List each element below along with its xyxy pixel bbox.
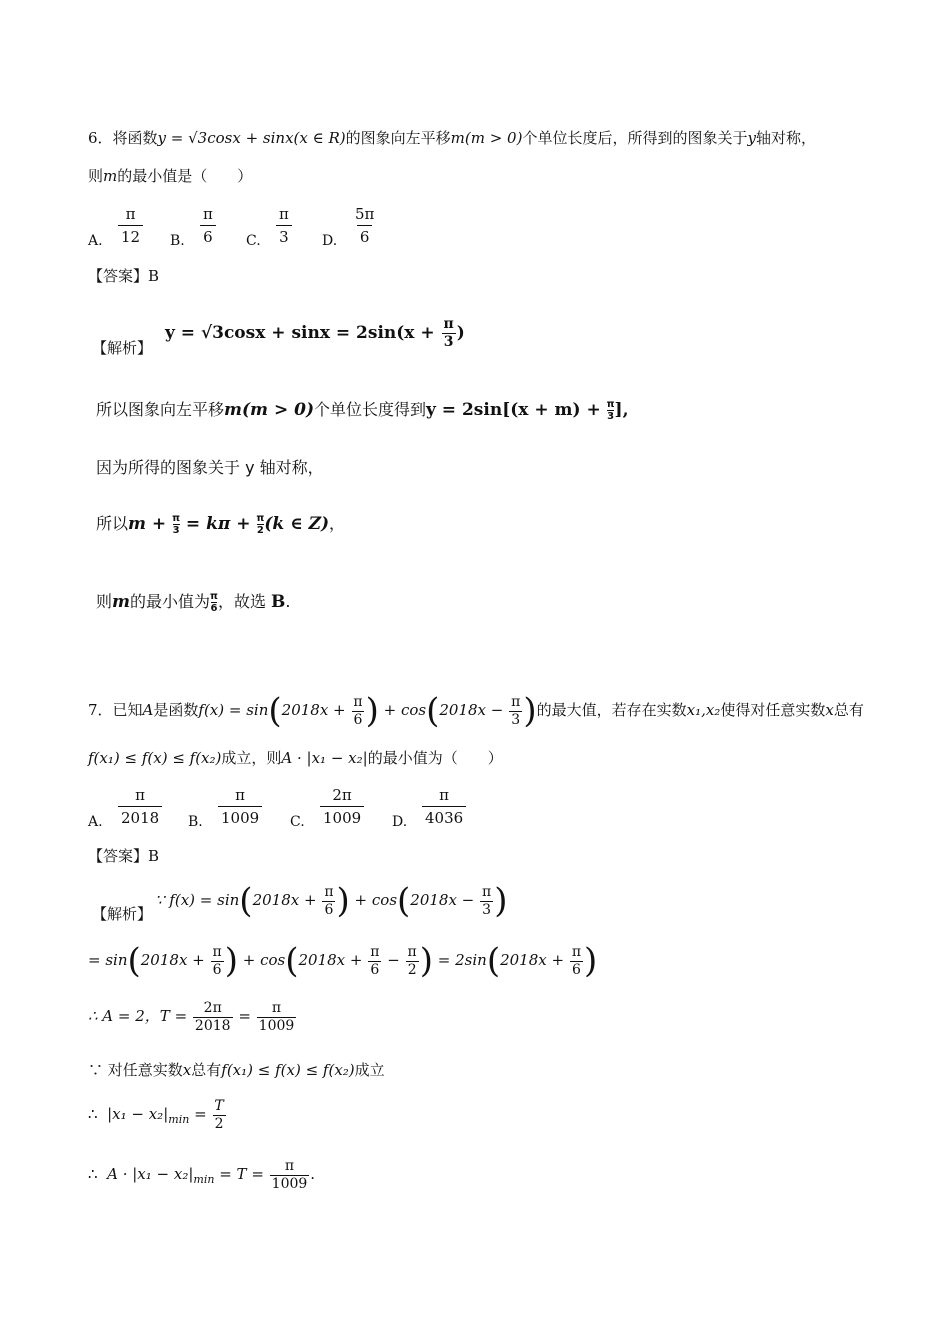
fraction-num: 5π bbox=[355, 205, 375, 223]
text: 所以 bbox=[96, 514, 129, 533]
paren: ( bbox=[426, 691, 440, 731]
paren: ( bbox=[127, 941, 141, 981]
fraction bbox=[570, 944, 583, 979]
fraction bbox=[406, 944, 419, 979]
q7-analysis-line1 bbox=[155, 880, 508, 920]
math: 2018x + bbox=[298, 951, 368, 969]
option-fraction bbox=[200, 203, 216, 248]
math: A · |x₁ − x₂| bbox=[107, 1165, 194, 1183]
fraction-num: π bbox=[212, 943, 222, 960]
math-sub: min bbox=[168, 1113, 190, 1126]
fraction-num: T bbox=[214, 1097, 224, 1114]
text: ∴ bbox=[88, 1165, 98, 1183]
fraction-num: π bbox=[172, 513, 181, 524]
q7-stem-line2 bbox=[88, 748, 503, 768]
paren: ( bbox=[239, 881, 253, 921]
fraction-num: π bbox=[271, 999, 282, 1016]
fraction bbox=[322, 884, 335, 919]
option-label: D. bbox=[392, 814, 408, 830]
text: 成立，则 bbox=[221, 749, 282, 767]
math: x bbox=[182, 1061, 192, 1079]
text: 所以图象向左平移 bbox=[96, 400, 225, 419]
fraction-den: 1009 bbox=[258, 1017, 295, 1034]
q6-stem-text-2: 个单位长度后，所得到的图象关于 bbox=[522, 129, 748, 147]
fraction-den: 1009 bbox=[320, 806, 364, 829]
fraction-num: 2π bbox=[203, 999, 222, 1016]
fraction-den: 3 bbox=[607, 411, 615, 422]
math: + cos bbox=[378, 701, 427, 719]
q6-analysis-line3 bbox=[96, 512, 345, 536]
paren: ) bbox=[365, 691, 379, 731]
paren: ) bbox=[419, 941, 434, 981]
option-label: B. bbox=[188, 814, 203, 830]
fraction bbox=[368, 944, 381, 979]
q6-analysis-line1 bbox=[96, 398, 629, 422]
text: 的最小值为 bbox=[130, 592, 211, 611]
fraction-num: π bbox=[482, 883, 492, 900]
paren: ( bbox=[268, 691, 282, 731]
math: f(x₁) ≤ f(x) ≤ f(x₂) bbox=[221, 1061, 355, 1079]
option-fraction bbox=[276, 203, 292, 248]
q7-answer: 【答案】B bbox=[88, 847, 160, 865]
paren: ( bbox=[397, 881, 411, 921]
text: ∵ 对任意实数 bbox=[88, 1061, 183, 1079]
q6-analysis-label: 【解析】 bbox=[92, 339, 153, 357]
q6-function-expr: y = √3cosx + sinx(x ∈ R) bbox=[157, 129, 346, 147]
fraction bbox=[172, 513, 180, 536]
fraction-num: π bbox=[203, 205, 213, 223]
math: = 2sin bbox=[433, 951, 487, 969]
math: x₁,x₂ bbox=[686, 701, 721, 719]
math: ∵ f(x) = sin bbox=[155, 891, 240, 909]
paren: ) bbox=[584, 941, 598, 981]
fraction bbox=[480, 884, 493, 919]
fraction bbox=[211, 944, 224, 979]
q6-analysis-eq bbox=[165, 316, 465, 351]
fraction-den: 1009 bbox=[218, 806, 262, 829]
text: ∴ bbox=[88, 1105, 98, 1123]
fraction-num: π bbox=[135, 786, 146, 804]
q6-analysis-eq-close: ) bbox=[456, 323, 465, 343]
fraction-den: 3 bbox=[443, 334, 454, 350]
option-label: A. bbox=[88, 233, 103, 249]
math: A · |x₁ − x₂| bbox=[281, 749, 368, 767]
text: 的最大值，若存在实数 bbox=[536, 701, 687, 719]
fraction-num: π bbox=[256, 513, 265, 524]
q6-number-text: 6．将函数 bbox=[88, 129, 158, 147]
text: 则 bbox=[96, 592, 113, 611]
q7-stem-line1 bbox=[88, 690, 864, 730]
fraction-den: 6 bbox=[571, 961, 581, 978]
q6-answer: 【答案】B bbox=[88, 267, 160, 285]
fraction-num: π bbox=[606, 399, 615, 410]
q6-stem-then: 则 bbox=[88, 167, 104, 185]
q6-analysis-line2: 因为所得的图象关于 y 轴对称， bbox=[96, 458, 324, 477]
math: A bbox=[142, 701, 154, 719]
option-fraction bbox=[118, 784, 162, 829]
text: 个单位长度得到 bbox=[314, 400, 427, 419]
q7-analysis-line4 bbox=[88, 1060, 385, 1080]
fraction-num: π bbox=[279, 205, 289, 223]
fraction bbox=[509, 694, 522, 729]
option-fraction bbox=[218, 784, 262, 829]
fraction-den: 2018 bbox=[194, 1017, 231, 1034]
fraction-num: π bbox=[353, 693, 363, 710]
paren: ( bbox=[486, 941, 501, 981]
fraction-den: 6 bbox=[200, 225, 216, 248]
fraction-num: π bbox=[511, 693, 521, 710]
text: 成立 bbox=[354, 1061, 385, 1079]
option-fraction bbox=[320, 784, 364, 829]
math: (k ∈ Z) bbox=[264, 514, 330, 534]
math: = kπ + bbox=[180, 514, 257, 534]
math: − bbox=[382, 951, 405, 969]
math: m + bbox=[128, 514, 173, 534]
math: 2018x − bbox=[410, 891, 480, 909]
fraction-den: 6 bbox=[210, 603, 218, 614]
math: = sin bbox=[88, 951, 128, 969]
fraction-den: 2 bbox=[214, 1115, 224, 1132]
fraction-num: π bbox=[407, 943, 417, 960]
math: = bbox=[189, 1105, 212, 1123]
paren: ) bbox=[523, 691, 537, 731]
math: = T = bbox=[214, 1165, 269, 1183]
option-label: B. bbox=[170, 233, 185, 249]
fraction-den: 2 bbox=[407, 961, 417, 978]
fraction-den: 4036 bbox=[422, 806, 466, 829]
math: 2018x + bbox=[500, 951, 569, 969]
option-label: C. bbox=[246, 233, 261, 249]
fraction-num: π bbox=[235, 786, 246, 804]
math: + cos bbox=[349, 891, 398, 909]
choice: B bbox=[271, 592, 286, 612]
math: m bbox=[112, 592, 131, 612]
fraction-den: 1009 bbox=[271, 1175, 308, 1192]
fraction bbox=[351, 694, 364, 729]
fraction bbox=[212, 1098, 225, 1133]
math: 2018x + bbox=[140, 951, 210, 969]
fraction bbox=[607, 399, 615, 422]
text: . bbox=[285, 592, 291, 611]
math: 2018x − bbox=[439, 701, 509, 719]
math: y = 2sin[(x + m) + bbox=[426, 400, 607, 420]
fraction-den: 12 bbox=[118, 225, 143, 248]
math: ∴ A = 2， bbox=[88, 1007, 160, 1025]
q7-analysis-label: 【解析】 bbox=[92, 905, 153, 923]
math: 2018x + bbox=[252, 891, 322, 909]
fraction-num: π bbox=[324, 883, 334, 900]
fraction-den: 2018 bbox=[118, 806, 162, 829]
fraction bbox=[193, 1000, 233, 1035]
math: ], bbox=[614, 400, 629, 420]
q6-analysis-line4 bbox=[96, 590, 291, 614]
math-sub: min bbox=[193, 1173, 215, 1186]
text: 使得对任意实数 bbox=[720, 701, 826, 719]
fraction-den: 3 bbox=[276, 225, 292, 248]
fraction-den: 3 bbox=[172, 525, 180, 536]
text: ，故选 bbox=[217, 592, 272, 611]
fraction-num: 2π bbox=[332, 786, 352, 804]
math: |x₁ − x₂| bbox=[107, 1105, 169, 1123]
fraction-num: π bbox=[571, 943, 582, 960]
fraction-num: π bbox=[370, 943, 380, 960]
q6-analysis-fraction bbox=[442, 316, 456, 351]
q7-analysis-line2 bbox=[88, 940, 597, 980]
fraction-den: 6 bbox=[370, 961, 380, 978]
text: 是函数 bbox=[153, 701, 199, 719]
q6-axis-var: y bbox=[747, 129, 756, 147]
math: f(x) = sin bbox=[198, 701, 269, 719]
q7-analysis-line5 bbox=[88, 1094, 227, 1140]
paren: ) bbox=[494, 881, 508, 921]
q6-var-m: m bbox=[103, 167, 118, 185]
math: = bbox=[233, 1007, 256, 1025]
option-label: D. bbox=[322, 233, 338, 249]
math: + cos bbox=[237, 951, 286, 969]
q6-stem-line2 bbox=[88, 166, 252, 186]
option-fraction bbox=[422, 784, 466, 829]
text: ， bbox=[329, 514, 346, 533]
fraction bbox=[270, 1158, 310, 1193]
fraction-den: 3 bbox=[511, 711, 521, 728]
q6-stem-question: 的最小值是（ ） bbox=[117, 167, 253, 185]
q7-number-text: 7．已知 bbox=[88, 701, 143, 719]
text: 总有 bbox=[191, 1061, 222, 1079]
math: 2018x + bbox=[281, 701, 351, 719]
q6-analysis-eq-text: y = √3cosx + sinx = 2sin(x + bbox=[165, 323, 441, 343]
q6-stem-text-3: 轴对称， bbox=[755, 129, 816, 147]
text: 的最小值为（ ） bbox=[367, 749, 503, 767]
fraction-num: π bbox=[443, 316, 454, 332]
math: x bbox=[825, 701, 834, 719]
paren: ( bbox=[285, 941, 299, 981]
q7-analysis-line6 bbox=[88, 1154, 315, 1200]
q6-shift-expr: m(m > 0) bbox=[450, 129, 523, 147]
text: 总有 bbox=[833, 701, 864, 719]
fraction-num: π bbox=[125, 205, 136, 223]
math: m(m > 0) bbox=[224, 400, 314, 420]
option-label: A. bbox=[88, 814, 103, 830]
text: . bbox=[310, 1165, 316, 1183]
fraction-den: 6 bbox=[353, 711, 363, 728]
option-fraction bbox=[352, 203, 377, 248]
q6-stem-text: 的图象向左平移 bbox=[345, 129, 451, 147]
q6-stem-line1 bbox=[88, 128, 816, 148]
fraction bbox=[210, 591, 218, 614]
q7-analysis-line3 bbox=[88, 996, 297, 1036]
fraction bbox=[257, 1000, 297, 1035]
fraction-den: 6 bbox=[357, 225, 373, 248]
option-label: C. bbox=[290, 814, 305, 830]
math: T = bbox=[159, 1007, 192, 1025]
fraction-den: 6 bbox=[212, 961, 222, 978]
paren: ) bbox=[336, 881, 350, 921]
option-fraction bbox=[118, 203, 143, 248]
paren: ) bbox=[224, 941, 238, 981]
fraction-den: 2 bbox=[256, 525, 264, 536]
fraction-den: 3 bbox=[482, 901, 492, 918]
fraction-num: π bbox=[439, 786, 450, 804]
fraction-den: 6 bbox=[324, 901, 334, 918]
fraction-num: π bbox=[284, 1157, 295, 1174]
math: f(x₁) ≤ f(x) ≤ f(x₂) bbox=[88, 749, 222, 767]
fraction-num: π bbox=[210, 591, 218, 602]
